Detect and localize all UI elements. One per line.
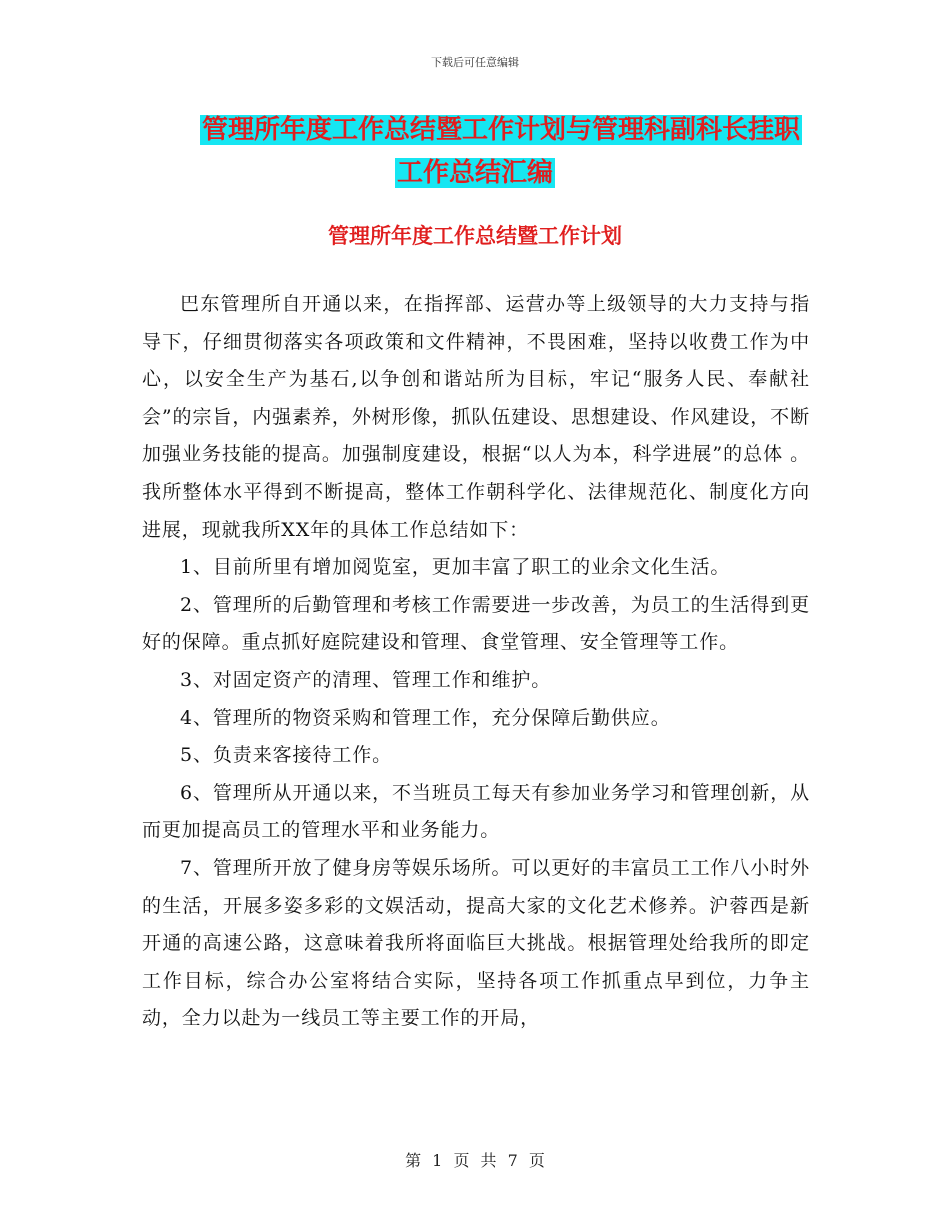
paragraph-item-4: 4、管理所的物资采购和管理工作，充分保障后勤供应。 [180,706,671,729]
paragraph-item-7: 7、管理所开放了健身房等娱乐场所。可以更好的丰富员工工作八小时外的生活，开展多姿多彩的文娱活动，提高大家的文化艺术修养。沪蓉西是新开通的高速公路，这意味着我所将面临巨大挑战。根据管理处给我所的即定工作目标，综合办公室将结合实际，坚持各项工作抓重点早到位，力争主动，全力以赴为一线员工等主要工作的开局， [142,856,810,1030]
document-body [142,286,810,1038]
paragraph-item-5: 5、负责来客接待工作。 [180,744,392,767]
header-note: 下载后可任意编辑 [431,56,519,69]
paragraph-item-1: 1、目前所里有增加阅览室，更加丰富了职工的业余文化生活。 [180,556,731,579]
document-title-line-2-text: 工作总结汇编 [396,158,553,188]
page-number: 第 1 页 共 7 页 [405,1151,545,1170]
document-title-line-2 [0,153,950,193]
paragraph-item-6: 6、管理所从开通以来，不当班员工每天有参加业务学习和管理创新，从而更加提高员工的管理水平和业务能力。 [142,781,810,842]
paragraph-intro: 巴东管理所自开通以来，在指挥部、运营办等上级领导的大力支持与指导下，仔细贯彻落实各项政策和文件精神，不畏困难，坚持以收费工作为中心，以安全生产为基石,以争创和谐站所为目标，牢记“服务人民、奉献社会”的宗旨，内强素养，外树形像，抓队伍建设、思想建设、作风建设，不断加强业务技能的提高。加强制度建设，根据“以人为本，科学进展”的总体 。我所整体水平得到不断提高，整体工作朝科学化、法律规范化、制度化方向进展，现就我所XX年的具体工作总结如下： [142,293,810,541]
document-title-line-1-text: 管理所年度工作总结暨工作计划与管理科副科长挂职 [201,115,800,145]
paragraph-item-2: 2、管理所的后勤管理和考核工作需要进一步改善，为员工的生活得到更好的保障。重点抓好庭院建设和管理、食堂管理、安全管理等工作。 [142,593,810,654]
document-title-line-1 [26,110,950,150]
section-title: 管理所年度工作总结暨工作计划 [328,224,622,248]
paragraph-item-3: 3、对固定资产的清理、管理工作和维护。 [180,668,552,691]
